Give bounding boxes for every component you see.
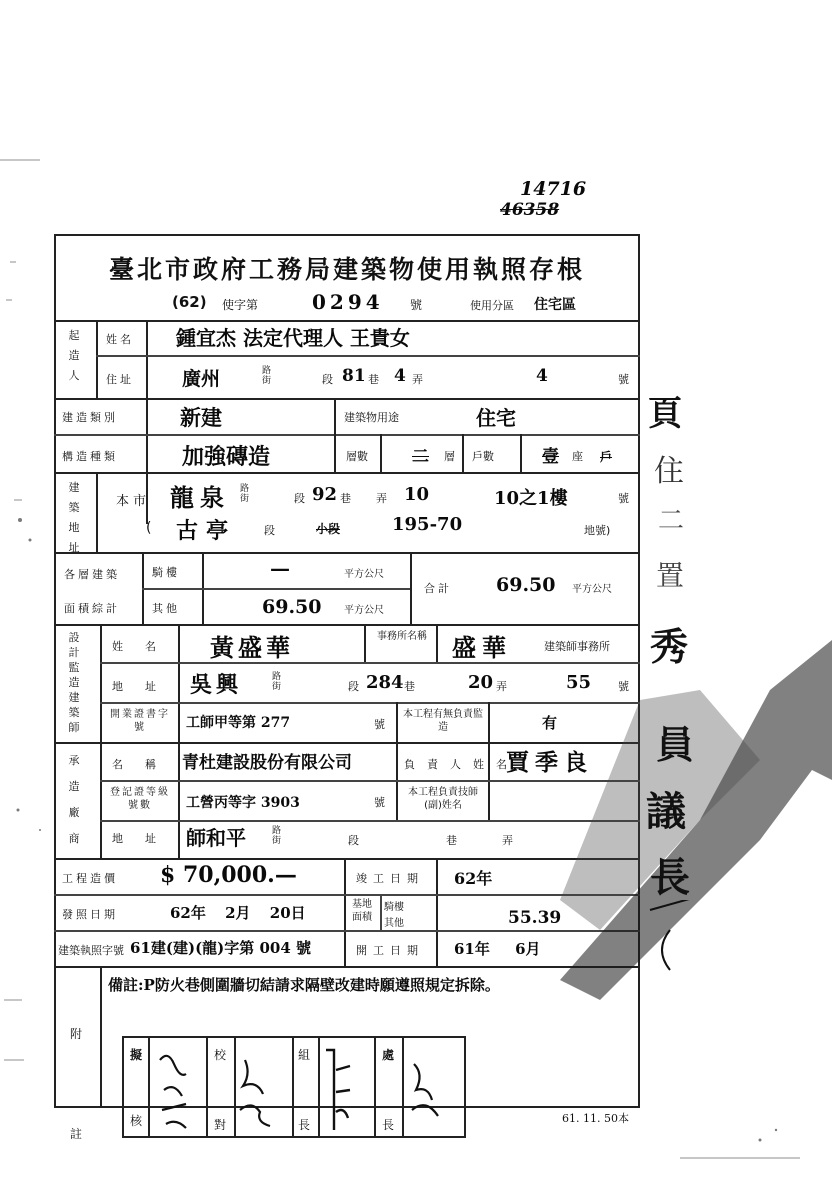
margin-char: 頁: [648, 394, 682, 434]
remarks-text: 備註:P防火巷側圍牆切結請求隔壁改建時願遵照規定拆除。: [108, 976, 500, 994]
site-lot-number: 195-70: [392, 514, 463, 535]
margin-char: 長: [650, 854, 690, 901]
stamp-check-label: 校: [214, 1048, 227, 1062]
site-lot-district: 古亭: [176, 518, 237, 544]
contractor-address-duan: 段: [348, 834, 359, 847]
builder-address-road-unit: 路街: [262, 366, 272, 386]
registration-value: 工營丙等字 3903: [186, 795, 300, 811]
site-lane-number: 92: [312, 484, 338, 505]
structure-value: 加強磚造: [182, 444, 271, 470]
designer-address-road: 吳興: [190, 672, 243, 698]
designer-address-hao: 號: [618, 680, 629, 693]
zone-value: 住宅區: [534, 297, 576, 313]
office-value: 盛華: [452, 633, 512, 662]
stamp-group-label: 組: [298, 1048, 311, 1062]
top-number-annotation: 14716: [520, 178, 587, 200]
area-label-2: 面積綜計: [64, 602, 120, 615]
contractor-address-alley: 弄: [502, 834, 513, 847]
margin-bracket-marks: [640, 900, 720, 980]
contractor-section-label: 承造廠商: [68, 754, 80, 845]
site-lot-sub: 小段: [316, 522, 341, 536]
total-area-label: 合計: [424, 582, 452, 595]
designer-section-label: 設計監造建築師: [68, 631, 80, 734]
contractor-name-value: 青杜建設股份有限公司: [182, 753, 352, 773]
second-number-annotation: 46358: [500, 200, 560, 220]
margin-char: 置: [656, 559, 685, 592]
contractor-person-label: 負責人姓名: [404, 758, 519, 771]
site-number: 10之1樓: [494, 488, 568, 509]
license-number: 0294: [312, 290, 384, 314]
start-date-label: 開工日期: [356, 944, 424, 957]
site-alley-number: 10: [404, 484, 430, 505]
other-area-value: 69.50: [262, 596, 322, 618]
designer-address-lane: 巷: [404, 680, 415, 693]
designer-name-label: 姓名: [112, 640, 178, 653]
builder-address-alley-number: 4: [394, 366, 406, 386]
supervise-label: 本工程有無負責監造: [403, 709, 483, 733]
designer-address-duan: 段: [348, 680, 359, 693]
registration-hao: 號: [374, 796, 385, 809]
building-use-value: 住宅: [476, 406, 516, 430]
form-title: 臺北市政府工務局建築物使用執照存根: [108, 255, 585, 284]
margin-char: 議: [646, 788, 686, 835]
margin-char: 員: [656, 722, 695, 767]
margin-char: 秀: [650, 624, 689, 669]
total-area-unit: 平方公尺: [572, 584, 612, 595]
designer-address-lane-number: 284: [366, 672, 404, 693]
builder-address-alley: 弄: [412, 373, 423, 386]
site-city: 本市: [116, 494, 151, 509]
stamp-office-label: 處: [382, 1048, 395, 1062]
permit-label: 建築執照字號: [58, 944, 124, 957]
license-hao: 號: [410, 298, 423, 312]
permit-value: 61建(建)(龍)字第 004 號: [130, 939, 312, 957]
builder-name-label: 姓名: [106, 333, 134, 346]
floors-label: 層數: [346, 450, 368, 463]
contractor-address-road-unit: 路街: [272, 826, 282, 846]
contractor-name-label: 名稱: [112, 758, 178, 771]
site-lane: 巷: [340, 492, 351, 505]
contractor-person-value: 賈季良: [506, 749, 593, 776]
zone-label: 使用分區: [470, 299, 514, 312]
site-lot-open: (: [146, 520, 152, 536]
office-label: 事務所名稱: [377, 631, 427, 642]
registration-label: 登記證等級號數: [110, 787, 170, 811]
site-alley: 弄: [376, 492, 387, 505]
designer-address-alley: 弄: [496, 680, 507, 693]
designer-address-road-unit: 路街: [272, 672, 282, 692]
engineer-label: 本工程負責技師(副)姓名: [408, 787, 478, 811]
site-label: 建築地址: [68, 481, 80, 554]
site-lot-close: 地號): [584, 524, 611, 537]
builder-address-label: 住址: [106, 373, 134, 386]
remarks-label: 附註: [69, 1027, 82, 1141]
base-other-label: 其他: [384, 918, 404, 929]
builder-address-number: 4: [536, 366, 548, 386]
builder-address-road: 廣州: [182, 368, 221, 390]
building-use-label: 建築物用途: [344, 411, 399, 424]
site-lot-duan: 段: [264, 524, 275, 537]
start-date-value: 61年 6月: [454, 940, 541, 958]
units-value: 壹: [542, 447, 559, 467]
stamp-approve-label: 核: [130, 1114, 143, 1128]
building-type-value: 新建: [180, 405, 222, 430]
arcade-unit: 平方公尺: [344, 569, 384, 580]
site-road: 龍泉: [170, 483, 230, 512]
contractor-address-lane: 巷: [446, 834, 457, 847]
building-type-label: 建造類別: [62, 411, 118, 424]
builder-address-hao: 號: [618, 373, 629, 386]
office-suffix: 建築師事務所: [544, 640, 610, 653]
site-hao: 號: [618, 492, 629, 505]
margin-char: 住: [654, 454, 684, 489]
contractor-address-label: 地址: [112, 832, 178, 845]
stamp-verify-label: 對: [214, 1118, 227, 1132]
stamp-draft-label: 擬: [130, 1048, 143, 1062]
site-road-unit: 路街: [240, 484, 250, 504]
license-label: 使字第: [222, 298, 259, 312]
stamp-office-chief-label: 長: [382, 1118, 395, 1132]
designer-name-value: 黃盛華: [210, 633, 294, 662]
arcade-label: 騎樓: [152, 566, 180, 579]
issue-date-value: 62年 2月 20日: [170, 904, 306, 922]
hu-unit: 戶: [600, 450, 613, 464]
area-label-1: 各層建築: [64, 568, 120, 581]
site-duan: 段: [294, 492, 305, 505]
builder-address-lane: 巷: [368, 373, 379, 386]
base-area-value: 55.39: [508, 908, 562, 928]
stamp-group-chief-label: 長: [298, 1118, 311, 1132]
supervise-value: 有: [542, 714, 558, 732]
total-area-value: 69.50: [496, 574, 556, 596]
builder-name-value: 鍾宜杰 法定代理人 王貴女: [176, 326, 410, 350]
designer-address-number: 55: [566, 672, 592, 693]
license-prefix: (62): [172, 293, 207, 311]
completion-date-value: 62年: [454, 869, 493, 888]
floors-value: 二: [412, 447, 429, 467]
builder-address-duan: 段: [322, 373, 333, 386]
designer-address-label: 地址: [112, 680, 178, 693]
base-area-label: 基地面積: [352, 899, 372, 923]
cost-value: $ 70,000.—: [160, 862, 297, 888]
issue-date-label: 發照日期: [62, 908, 118, 921]
cost-label: 工程造價: [62, 872, 118, 885]
other-area-label: 其他: [152, 602, 180, 615]
completion-date-label: 竣工日期: [356, 872, 424, 885]
cert-hao: 號: [374, 718, 385, 731]
builder-address-lane-number: 81: [342, 366, 366, 386]
designer-address-alley-number: 20: [468, 672, 494, 693]
arcade-value: —: [270, 556, 290, 580]
form-print-code: 61. 11. 50本: [562, 1112, 629, 1125]
cert-value: 工師甲等第 277: [186, 715, 291, 731]
other-area-unit: 平方公尺: [344, 605, 384, 616]
margin-char: 二: [658, 506, 685, 536]
base-arcade-label: 騎樓: [384, 902, 404, 913]
cert-label: 開業證書字號: [110, 709, 170, 733]
units-label: 戶數: [472, 450, 494, 463]
builder-section-label: 起造人: [68, 329, 80, 382]
structure-label: 構造種類: [62, 450, 118, 463]
seat-unit: 座: [572, 450, 583, 463]
contractor-address-road: 師和平: [186, 826, 246, 850]
floors-unit: 層: [444, 450, 455, 463]
